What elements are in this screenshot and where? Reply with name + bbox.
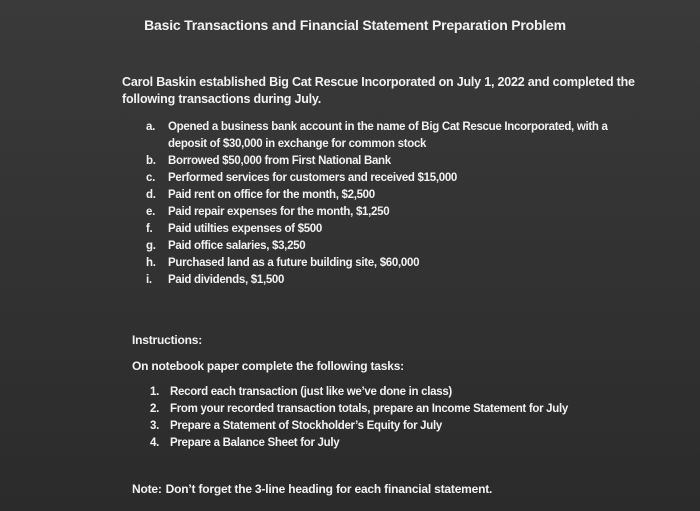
item-letter: h. bbox=[146, 257, 156, 269]
note-label: Note: bbox=[132, 482, 162, 496]
task-list bbox=[150, 384, 568, 452]
intro-paragraph: Carol Baskin established Big Cat Rescue Incorporated on July 1, 2022 and completed the following transactions during July. bbox=[122, 75, 635, 106]
list-item bbox=[146, 255, 646, 272]
list-item bbox=[150, 435, 568, 452]
item-text: Performed services for customers and received $15,000 bbox=[168, 172, 458, 184]
item-letter: a. bbox=[146, 121, 155, 133]
list-item bbox=[146, 272, 646, 289]
list-item bbox=[146, 119, 646, 153]
item-letter: i. bbox=[146, 274, 152, 286]
list-item bbox=[146, 153, 646, 170]
item-text: Opened a business bank account in the name of Big Cat Rescue Incorporated, with a deposit of $30,000 in exchange for common stock bbox=[168, 121, 608, 150]
task-text: Record each transaction (just like we’ve done in class) bbox=[170, 386, 452, 398]
note bbox=[132, 482, 492, 496]
note-text: Don’t forget the 3-line heading for each financial statement. bbox=[165, 482, 493, 496]
document-title: Basic Transactions and Financial Statement Preparation Problem bbox=[144, 17, 566, 33]
item-letter: c. bbox=[146, 172, 155, 184]
list-item bbox=[150, 401, 568, 418]
item-letter: d. bbox=[146, 189, 156, 201]
list-item bbox=[146, 221, 646, 238]
item-text: Borrowed $50,000 from First National Bank bbox=[168, 155, 391, 167]
task-number: 4. bbox=[150, 437, 159, 449]
item-letter: b. bbox=[146, 155, 156, 167]
item-letter: e. bbox=[146, 206, 155, 218]
task-number: 3. bbox=[150, 420, 159, 432]
task-text: Prepare a Statement of Stockholder’s Equity for July bbox=[170, 420, 442, 432]
item-text: Paid utilties expenses of $500 bbox=[168, 223, 322, 235]
instructions-intro: On notebook paper complete the following tasks: bbox=[132, 359, 404, 373]
instructions-heading: Instructions: bbox=[132, 333, 203, 347]
task-text: From your recorded transaction totals, prepare an Income Statement for July bbox=[170, 403, 568, 415]
list-item bbox=[150, 418, 568, 435]
list-item bbox=[146, 238, 646, 255]
task-number: 1. bbox=[150, 386, 159, 398]
list-item bbox=[146, 170, 646, 187]
item-text: Paid office salaries, $3,250 bbox=[168, 240, 306, 252]
item-text: Paid dividends, $1,500 bbox=[168, 274, 285, 286]
task-number: 2. bbox=[150, 403, 159, 415]
list-item bbox=[146, 187, 646, 204]
item-letter: f. bbox=[146, 223, 153, 235]
list-item bbox=[150, 384, 568, 401]
item-text: Paid repair expenses for the month, $1,250 bbox=[168, 206, 390, 218]
item-text: Paid rent on office for the month, $2,500 bbox=[168, 189, 375, 201]
item-letter: g. bbox=[146, 240, 156, 252]
list-item bbox=[146, 204, 646, 221]
item-text: Purchased land as a future building site, $60,000 bbox=[168, 257, 420, 269]
task-text: Prepare a Balance Sheet for July bbox=[170, 437, 340, 449]
transaction-list bbox=[146, 119, 646, 289]
